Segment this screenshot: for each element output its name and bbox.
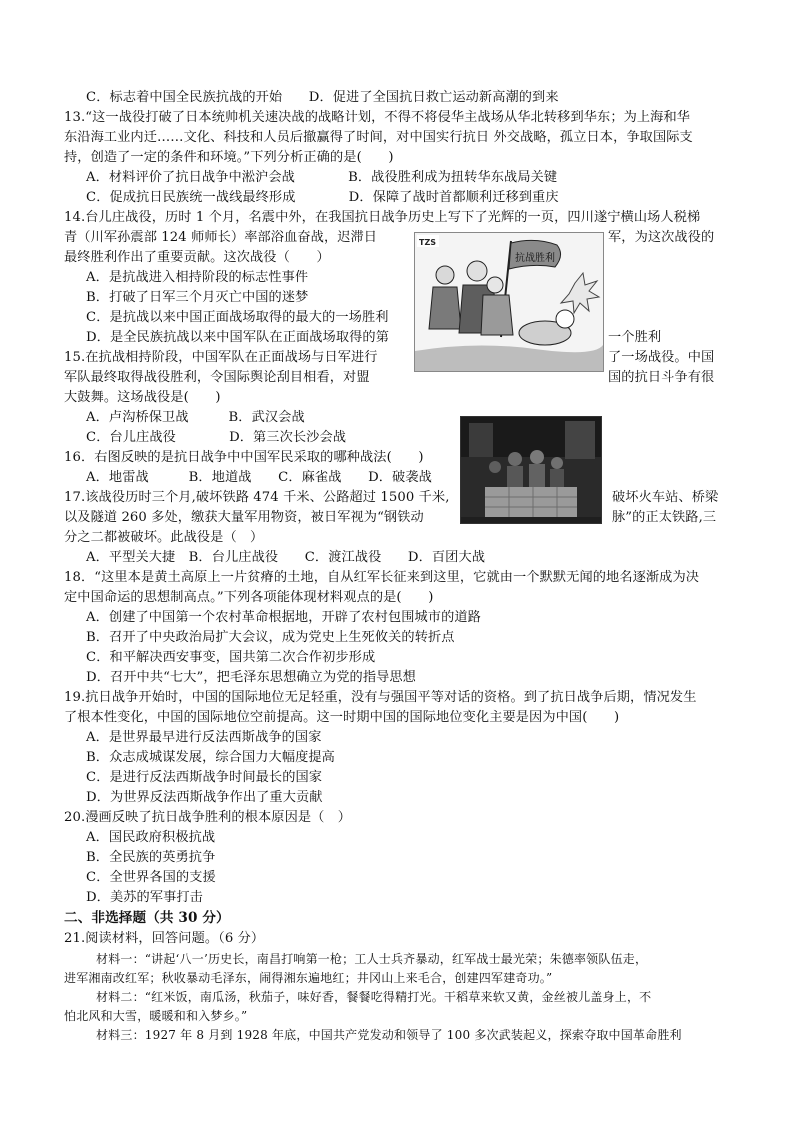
q18-option-d: D．召开中共“七大”，把毛泽东思想确立为党的指导思想 xyxy=(86,670,416,685)
q19-option-b: B．众志成城谋发展，综合国力大幅度提高 xyxy=(86,750,335,765)
q19-option-d: D．为世界反法西斯战争作出了重大贡献 xyxy=(86,790,323,805)
q18-stem-line2: 定中国命运的思想制高点。”下列各项能体现材料观点的是( ) xyxy=(64,590,434,605)
q15-stem-line2-left: 军队最终取得战役胜利，令国际舆论刮目相看，对盟 xyxy=(64,370,370,385)
q19-stem-line2: 了根本性变化，中国的国际地位空前提高。这一时期中国的国际地位变化主要是因为中国( ) xyxy=(64,710,620,725)
flag-text: 抗战胜利 xyxy=(515,253,555,264)
q14-option-d-right: 一个胜利 xyxy=(608,330,662,345)
material-3-line1: 材料三：1927 年 8 月到 1928 年底，中国共产党发动和领导了 100 多次武装起义，探索夺取中国革命胜利 xyxy=(96,1028,682,1042)
q20-option-a: A．国民政府积极抗战 xyxy=(86,830,216,845)
victory-cartoon xyxy=(414,232,604,372)
q20-option-d: D．美苏的军事打击 xyxy=(86,890,203,905)
q17-stem-line1-right: 破坏火车站、桥梁 xyxy=(612,490,719,505)
q15-stem-line3: 大鼓舞。这场战役是( ) xyxy=(64,390,221,405)
q17-stem-line3: 分之二都被破坏。此战役是（ ） xyxy=(64,530,264,545)
material-2-line1: 材料二：“红米饭，南瓜汤，秋茄子，味好香，餐餐吃得精打光。干稻草来软又黄，金丝被儿盖身上，不 xyxy=(96,990,652,1004)
q14-option-a: A．是抗战进入相持阶段的标志性事件 xyxy=(86,270,309,285)
q18-option-c: C．和平解决西安事变，国共第二次合作初步形成 xyxy=(86,650,376,665)
tunnel-warfare-photo xyxy=(460,416,602,524)
q19-option-c: C．是进行反法西斯战争时间最长的国家 xyxy=(86,770,323,785)
q14-stem-line3: 最终胜利作出了重要贡献。这次战役（ ） xyxy=(64,250,330,265)
q16-options: A．地雷战 B．地道战 C．麻雀战 D．破袭战 xyxy=(86,470,432,485)
q18-option-b: B．召开了中央政治局扩大会议，成为党史上生死攸关的转折点 xyxy=(86,630,455,645)
q17-stem-line2-right: 脉”的正太铁路,三 xyxy=(612,510,717,525)
cartoon-corner-mark: TZS xyxy=(419,238,437,247)
victory-cartoon-drawing xyxy=(415,233,603,371)
section-2-heading: 二、非选择题（共 30 分） xyxy=(64,910,230,926)
q20-option-c: C．全世界各国的支援 xyxy=(86,870,216,885)
q17-stem-line2-left: 以及隧道 260 多处，缴获大量军用物资，被日军视为“钢铁动 xyxy=(64,510,424,525)
q19-option-a: A．是世界最早进行反法西斯战争的国家 xyxy=(86,730,322,745)
q13-stem-line1: 13.“这一战役打破了日本统帅机关速决战的战略计划，不得不将侵华主战场从华北转移到华东；为上海和华 xyxy=(64,110,691,125)
q13-option-cd: C．促成抗日民族统一战线最终形成 D．保障了战时首都顺利迁移到重庆 xyxy=(86,190,559,205)
material-1-line2: 进军湘南改红军；秋收暴动毛泽东，闹得湘东遍地红；井冈山上来毛合，创建四军建奇功。” xyxy=(64,971,553,985)
q15-stem-line1-right: 了一场战役。中国 xyxy=(608,350,715,365)
q14-stem-line2-left: 青（川军孙震部 124 师师长）率部浴血奋战，迟滞日 xyxy=(64,230,378,245)
q12-option-cd: C．标志着中国全民族抗战的开始 D．促进了全国抗日救亡运动新高潮的到来 xyxy=(86,90,559,105)
q14-option-d-left: D．是全民族抗战以来中国军队在正面战场取得的第 xyxy=(86,330,389,345)
material-1-line1: 材料一：“讲起‘八一’历史长，南昌打响第一枪；工人士兵齐暴动，红军战士最光荣；朱德率领队伍走， xyxy=(96,952,648,966)
q14-option-b: B．打破了日军三个月灭亡中国的迷梦 xyxy=(86,290,309,305)
q13-stem-line3: 持，创造了一定的条件和环境。”下列分析正确的是( ) xyxy=(64,150,394,165)
q16-stem: 16．右图反映的是抗日战争中中国军民采取的哪种战法( ) xyxy=(64,450,424,465)
q20-option-b: B．全民族的英勇抗争 xyxy=(86,850,216,865)
q14-stem-line2-right: 军，为这次战役的 xyxy=(608,230,715,245)
q13-option-ab: A．材料评价了抗日战争中淞沪会战 B．战役胜利成为扭转华东战局关键 xyxy=(86,170,558,185)
q18-stem-line1: 18．“这里本是黄土高原上一片贫瘠的土地，自从红军长征来到这里，它就由一个默默无闻的地名逐渐成为决 xyxy=(64,570,700,585)
q14-option-c: C．是抗战以来中国正面战场取得的最大的一场胜利 xyxy=(86,310,389,325)
q15-option-cd: C．台儿庄战役 D．第三次长沙会战 xyxy=(86,430,347,445)
q15-stem-line2-right: 国的抗日斗争有很 xyxy=(608,370,715,385)
q19-stem-line1: 19.抗日战争开始时，中国的国际地位无足轻重，没有与强国平等对话的资格。到了抗日战争后期，情况发生 xyxy=(64,690,697,705)
q18-option-a: A．创建了中国第一个农村革命根据地，开辟了农村包围城市的道路 xyxy=(86,610,481,625)
material-2-line2: 怕北风和大雪，暖暖和和入梦乡。” xyxy=(64,1009,248,1023)
q15-option-ab: A．卢沟桥保卫战 B．武汉会战 xyxy=(86,410,305,425)
tunnel-warfare-photo-image xyxy=(461,417,601,523)
q17-stem-line1-left: 17.该战役历时三个月,破坏铁路 474 千米、公路超过 1500 千米, xyxy=(64,490,450,505)
q13-stem-line2: 东沿海工业内迁……文化、科技和人员后撤赢得了时间，对中国实行抗日 外交战略，孤立日本，争取国际支 xyxy=(64,130,693,145)
q21-stem: 21.阅读材料，回答问题。（6 分） xyxy=(64,931,265,946)
q14-stem-line1: 14.台儿庄战役，历时 1 个月，名震中外，在我国抗日战争历史上写下了光辉的一页，四川遂宁横山场人税梯 xyxy=(64,210,701,225)
q15-stem-line1-left: 15.在抗战相持阶段，中国军队在正面战场与日军进行 xyxy=(64,350,378,365)
q17-options: A．平型关大捷 B．台儿庄战役 C．渡江战役 D．百团大战 xyxy=(86,550,486,565)
q20-stem: 20.漫画反映了抗日战争胜利的根本原因是（ ） xyxy=(64,810,352,825)
